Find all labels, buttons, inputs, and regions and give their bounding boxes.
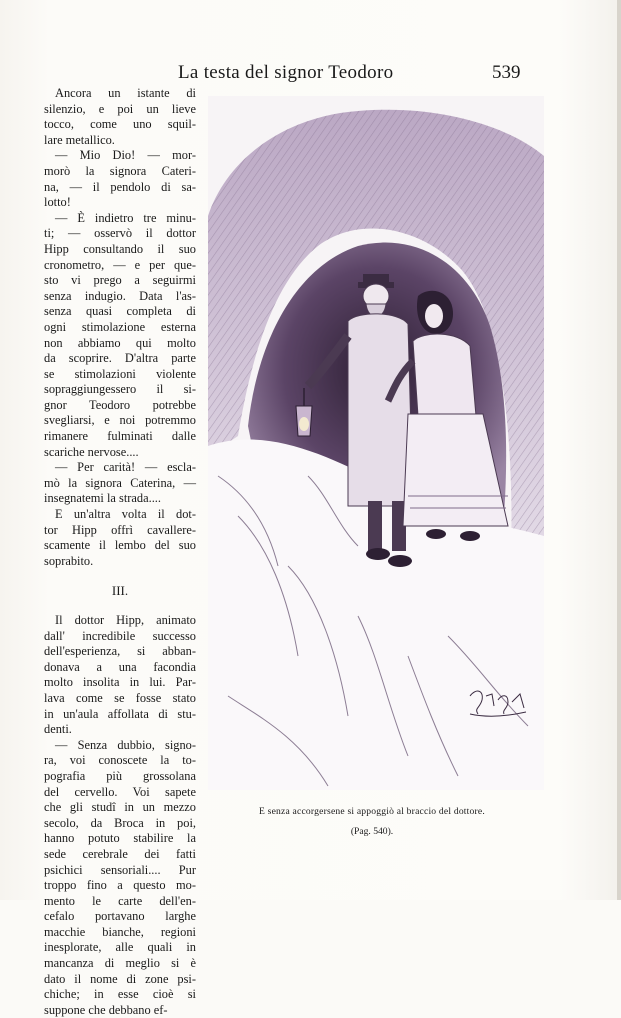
text-line: chiche; in esse cioè si bbox=[44, 987, 196, 1002]
text-line: lava come se fosse stato bbox=[44, 690, 196, 705]
text-line: gnor Teodoro potrebbe bbox=[44, 397, 196, 412]
text-line: scamente il lembo del suo bbox=[44, 538, 196, 553]
text-line: ti; — osservò il dottor bbox=[44, 226, 196, 241]
text-line: suppone che debbano ef- bbox=[44, 1002, 168, 1017]
illustration bbox=[208, 96, 544, 790]
text-line: inesplorate, alle quali in bbox=[44, 940, 196, 955]
text-line: lare metallico. bbox=[44, 132, 115, 147]
text-line: sede cerebrale dei fatti bbox=[44, 846, 196, 861]
figure-caption: E senza accorgersene si appoggiò al braccio del dottore. bbox=[259, 806, 485, 817]
text-line: — È indietro tre minu- bbox=[55, 210, 196, 225]
engraving-svg bbox=[208, 96, 544, 790]
text-line: macchie bianche, regioni bbox=[44, 924, 196, 939]
text-line: mancanza di meglio si è bbox=[44, 956, 196, 971]
text-line: sopraggiungessero il si- bbox=[44, 382, 196, 397]
text-line: morò la signora Cateri- bbox=[44, 163, 196, 178]
text-line: tor Hipp offrì cavallere- bbox=[44, 522, 196, 537]
text-line: non abbiamo qui molto bbox=[44, 335, 196, 350]
text-line: Hipp consultando il suo bbox=[44, 241, 196, 256]
text-line: insegnatemi la strada.... bbox=[44, 491, 161, 506]
section-heading: III. bbox=[111, 583, 129, 599]
text-line: mò la signora Caterina, — bbox=[44, 475, 196, 490]
text-block-2 bbox=[44, 613, 196, 1018]
text-line: senza indugio. Data l'as- bbox=[44, 288, 196, 303]
text-line: cronometro, — e per que- bbox=[44, 257, 196, 272]
text-line: svegliarsi, e noi potremmo bbox=[44, 413, 196, 428]
page-number: 539 bbox=[492, 62, 521, 83]
text-line: del cervello. Voi sapete bbox=[44, 784, 196, 799]
text-line: molto insolita in lui. Par- bbox=[44, 675, 196, 690]
text-column bbox=[44, 86, 196, 1018]
text-line: — Senza dubbio, signo- bbox=[55, 737, 196, 752]
text-line: — Mio Dio! — mor- bbox=[55, 148, 196, 163]
text-line: troppo fino a questo mo- bbox=[44, 878, 196, 893]
text-line: in un'aula affollata di stu- bbox=[44, 706, 196, 721]
text-line: da scoprire. D'altra parte bbox=[44, 351, 196, 366]
text-line: denti. bbox=[44, 722, 72, 737]
text-line: dell'esperienza, si abban- bbox=[44, 644, 196, 659]
text-line: che gli studî in un mezzo bbox=[44, 800, 196, 815]
running-title: La testa del signor Teodoro bbox=[178, 62, 394, 83]
running-header bbox=[178, 62, 538, 86]
text-line: senza quasi completa di bbox=[44, 304, 196, 319]
text-line: hanno potuto stabilire la bbox=[44, 831, 196, 846]
text-line: se stimolazioni violente bbox=[44, 366, 196, 381]
text-line: ogni stimolazione esterna bbox=[44, 319, 196, 334]
text-line: pografia più grossolana bbox=[44, 768, 196, 783]
text-line: scariche nervose.... bbox=[44, 444, 139, 459]
text-line: soprabito. bbox=[44, 553, 94, 568]
text-line: psichici sensoriali.... Pur bbox=[44, 862, 196, 877]
text-line: — Per carità! — escla- bbox=[55, 460, 196, 475]
text-line: dall' incredibile successo bbox=[44, 628, 196, 643]
text-line: silenzio, e poi un lieve bbox=[44, 101, 196, 116]
text-line: tocco, come uno squil- bbox=[44, 117, 196, 132]
text-line: secolo, da Broca in poi, bbox=[44, 815, 196, 830]
text-block-1 bbox=[44, 86, 196, 569]
text-line: na, — il pendolo di sa- bbox=[44, 179, 196, 194]
figure-page-reference: (Pag. 540). bbox=[350, 826, 394, 837]
text-line: mento le carte dell'en- bbox=[44, 893, 196, 908]
text-line: lotto! bbox=[44, 195, 71, 210]
text-line: sto vi prego a seguirmi bbox=[44, 273, 196, 288]
text-line: rimanere fulminati dalle bbox=[44, 429, 196, 444]
text-line: dato il nome di zone psi- bbox=[44, 971, 196, 986]
text-line: cefalo portavano larghe bbox=[44, 909, 196, 924]
page-edge bbox=[617, 0, 621, 900]
text-line: Il dottor Hipp, animato bbox=[55, 613, 196, 627]
text-line: Ancora un istante di bbox=[55, 86, 196, 100]
text-line: E un'altra volta il dot- bbox=[55, 507, 196, 522]
text-line: donava a una facondia bbox=[44, 659, 196, 674]
text-line: ra, voi conoscete la to- bbox=[44, 753, 196, 768]
